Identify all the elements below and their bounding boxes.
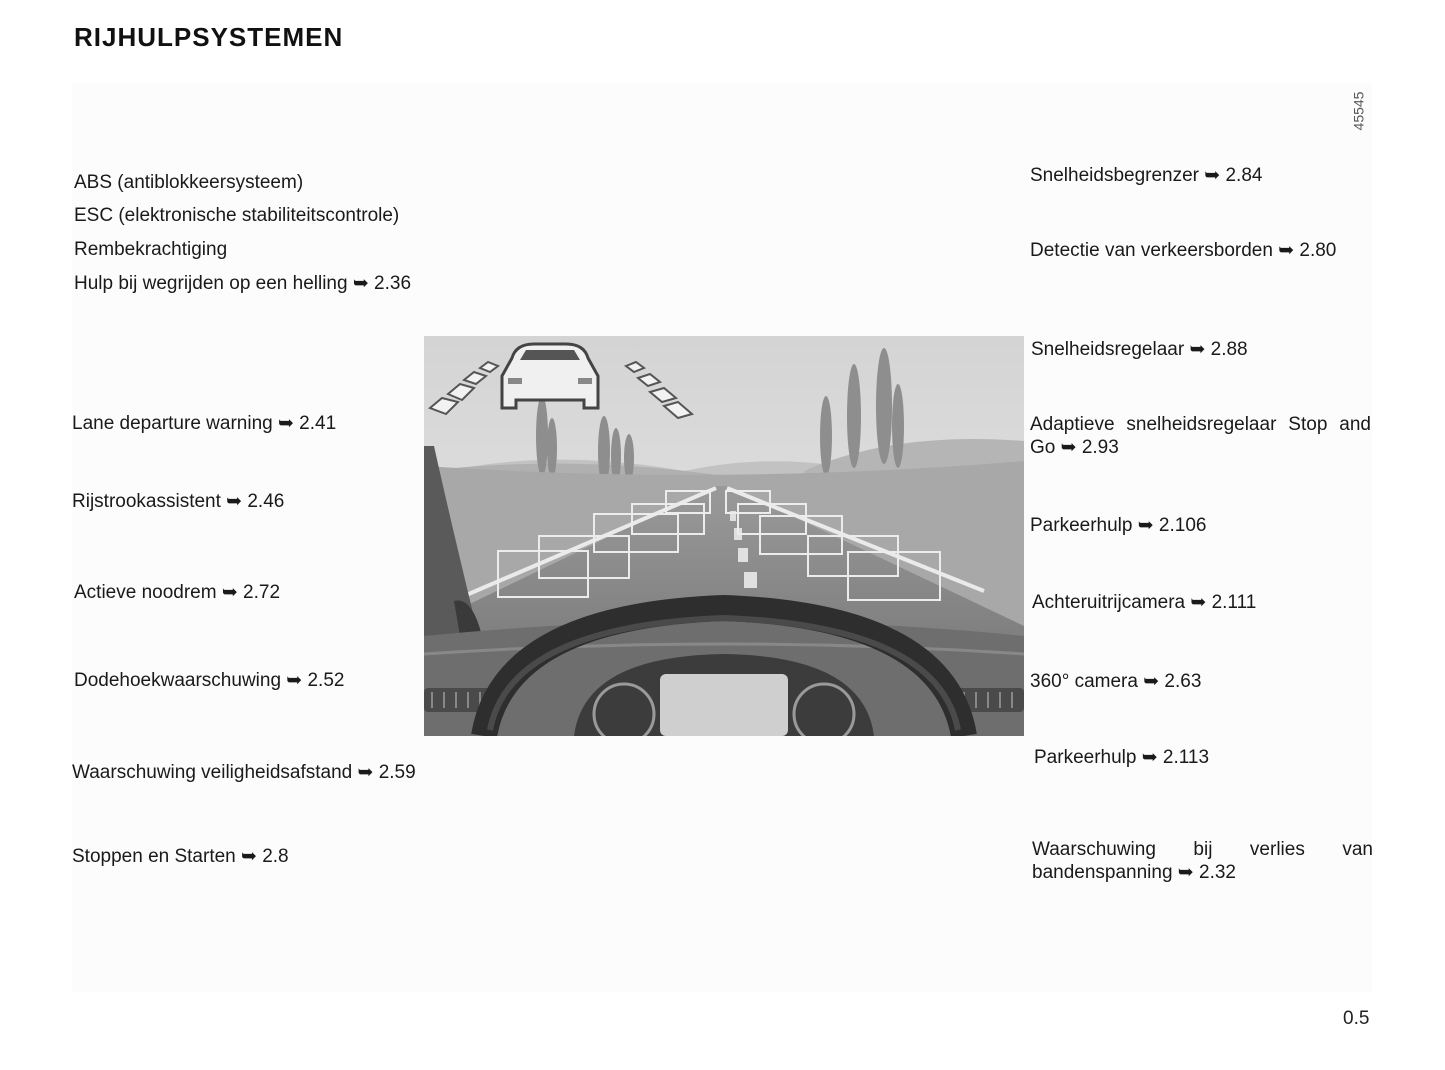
item-distance-warning[interactable]: Waarschuwing veiligheidsafstand ➥ 2.59 — [72, 762, 416, 783]
item-adaptive-cruise[interactable]: Adaptieve snelheidsregelaar Stop and Go ➥ 2.93 — [1030, 414, 1371, 458]
item-tyre-pressure[interactable]: Waarschuwing bij verlies van bandenspanning ➥ 2.32 — [1032, 839, 1373, 883]
item-hill-start[interactable]: Hulp bij wegrijden op een helling ➥ 2.36 — [74, 273, 412, 294]
item-parking-assist-1[interactable]: Parkeerhulp ➥ 2.106 — [1030, 515, 1207, 536]
item-esc: ESC (elektronische stabiliteitscontrole) — [74, 205, 400, 226]
page-title: RIJHULPSYSTEMEN — [74, 22, 344, 52]
reference-code — [1348, 88, 1368, 134]
cluster-screen — [660, 674, 788, 736]
item-360-camera[interactable]: 360° camera ➥ 2.63 — [1030, 671, 1202, 692]
item-cruise-control[interactable]: Snelheidsregelaar ➥ 2.88 — [1031, 339, 1248, 360]
item-rembekrachtiging: Rembekrachtiging — [74, 239, 228, 260]
item-traffic-sign[interactable]: Detectie van verkeersborden ➥ 2.80 — [1030, 240, 1337, 261]
item-lane-departure[interactable]: Lane departure warning ➥ 2.41 — [72, 413, 337, 434]
reference-code-text: 45545 — [1350, 91, 1366, 131]
item-parking-assist-2[interactable]: Parkeerhulp ➥ 2.113 — [1034, 747, 1210, 768]
page-number: 0.5 — [1343, 1008, 1370, 1029]
item-abs: ABS (antiblokkeersysteem) — [74, 172, 304, 193]
item-blind-spot[interactable]: Dodehoekwaarschuwing ➥ 2.52 — [74, 670, 345, 691]
item-emergency-brake[interactable]: Actieve noodrem ➥ 2.72 — [74, 582, 281, 603]
item-rear-camera[interactable]: Achteruitrijcamera ➥ 2.111 — [1032, 592, 1257, 613]
driving-assist-illustration — [424, 336, 1024, 736]
item-lane-assist[interactable]: Rijstrookassistent ➥ 2.46 — [72, 491, 285, 512]
item-stop-start[interactable]: Stoppen en Starten ➥ 2.8 — [72, 846, 289, 867]
item-speed-limiter[interactable]: Snelheidsbegrenzer ➥ 2.84 — [1030, 165, 1263, 186]
